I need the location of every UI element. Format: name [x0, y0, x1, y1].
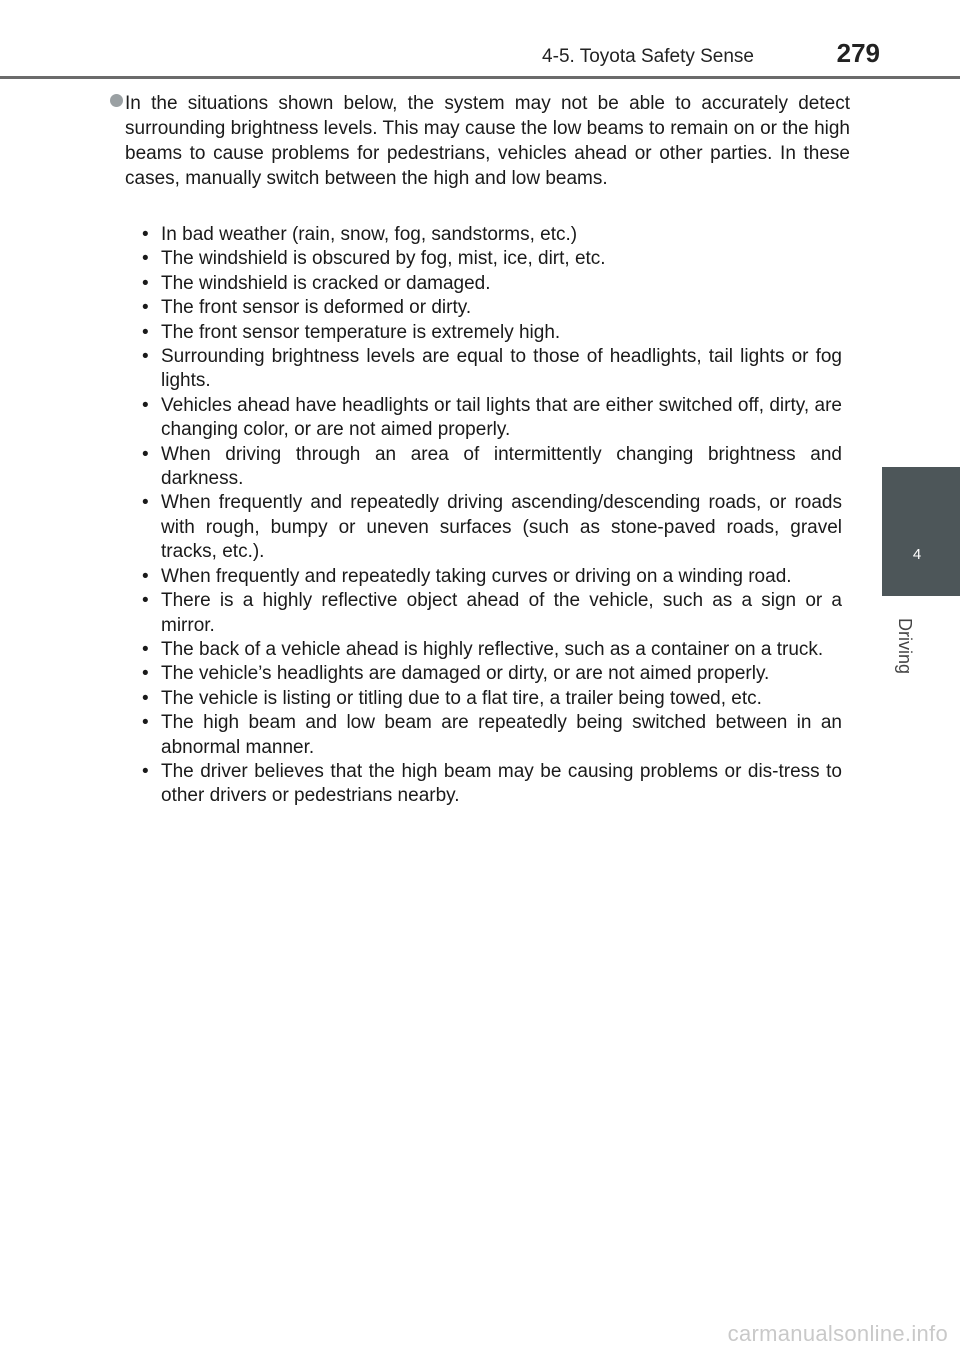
chapter-tab — [882, 467, 960, 596]
bullet-dot: • — [142, 248, 149, 270]
bullet-dot: • — [142, 224, 149, 245]
bullet-dot: • — [142, 760, 149, 782]
bullet-dot: • — [142, 663, 149, 685]
header-divider — [0, 76, 960, 79]
section-header: 4-5. Toyota Safety Sense — [542, 46, 754, 67]
condition-text: The vehicle’s headlights are damaged or dirty, or are not aimed properly. — [161, 663, 770, 685]
condition-item — [142, 662, 842, 686]
condition-text: The front sensor temperature is extremely high. — [161, 321, 561, 343]
condition-text: When frequently and repeatedly driving ascending/descending roads, or roads with rough, bumpy or uneven surfaces (such as stone-paved roads, gravel tracks, etc.). — [161, 492, 842, 563]
condition-text: In bad weather (rain, snow, fog, sandstorms, etc.) — [161, 224, 578, 245]
condition-item — [142, 589, 842, 638]
condition-text: There is a highly reflective object ahead of the vehicle, such as a sign or a mirror. — [161, 590, 842, 636]
condition-text: The driver believes that the high beam may be causing problems or dis-tress to other drivers or pedestrians nearby. — [161, 760, 842, 807]
condition-text: When frequently and repeatedly taking curves or driving on a winding road. — [161, 565, 792, 587]
condition-text: When driving through an area of intermittently changing brightness and darkness. — [161, 443, 842, 490]
bullet-dot: • — [142, 297, 149, 319]
bullet-dot: • — [142, 590, 149, 612]
condition-item — [142, 638, 842, 662]
condition-item — [142, 247, 842, 271]
bullet-dot: • — [142, 492, 149, 514]
condition-text: The back of a vehicle ahead is highly reflective, such as a container on a truck. — [161, 638, 824, 660]
chapter-label: Driving — [895, 617, 915, 674]
chapter-number: 4 — [912, 546, 922, 563]
conditions-list — [142, 223, 842, 809]
bullet-dot: • — [142, 443, 149, 465]
condition-item — [142, 296, 842, 320]
condition-text: The front sensor is deformed or dirty. — [161, 297, 472, 319]
bullet-dot: • — [142, 321, 149, 343]
chapter-label-container — [882, 600, 928, 680]
bullet-dot: • — [142, 565, 149, 587]
condition-item — [142, 565, 842, 589]
bullet-dot: • — [142, 394, 149, 416]
bullet-dot: • — [142, 687, 149, 709]
condition-item — [142, 443, 842, 492]
bullet-dot: • — [142, 638, 149, 660]
condition-item — [142, 272, 842, 296]
condition-item — [142, 321, 842, 345]
condition-item — [142, 491, 842, 564]
condition-item — [142, 223, 842, 247]
condition-text: The high beam and low beam are repeatedly being switched between in an abnormal manner. — [161, 712, 842, 758]
bullet-dot: • — [142, 272, 149, 294]
condition-text: The vehicle is listing or titling due to a flat tire, a trailer being towed, etc. — [161, 687, 762, 709]
condition-item — [142, 394, 842, 443]
bullet-dot: • — [142, 346, 149, 368]
condition-text: Vehicles ahead have headlights or tail lights that are either switched off, dirty, are changing color, or are not aimed properly. — [161, 394, 842, 441]
condition-text: Surrounding brightness levels are equal to those of headlights, tail lights or fog lights. — [161, 346, 842, 392]
condition-item — [142, 760, 842, 809]
condition-item — [142, 687, 842, 711]
condition-text: The windshield is cracked or damaged. — [161, 272, 491, 294]
bullet-dot: • — [142, 712, 149, 734]
intro-paragraph: In the situations shown below, the system may not be able to accurately detect surrounding brightness levels. This may cause the low beams to remain on or the high beams to cause problems for pedestrians, vehicles ahead or other parties. In these cases, manually switch between the high and low beams. — [125, 93, 850, 189]
condition-item — [142, 711, 842, 760]
page-number: 279 — [836, 38, 880, 68]
condition-text: The windshield is obscured by fog, mist, ice, dirt, etc. — [161, 248, 606, 270]
watermark: carmanualsonline.info — [727, 1321, 948, 1346]
condition-item — [142, 345, 842, 394]
bullet-circle-icon — [110, 94, 123, 107]
